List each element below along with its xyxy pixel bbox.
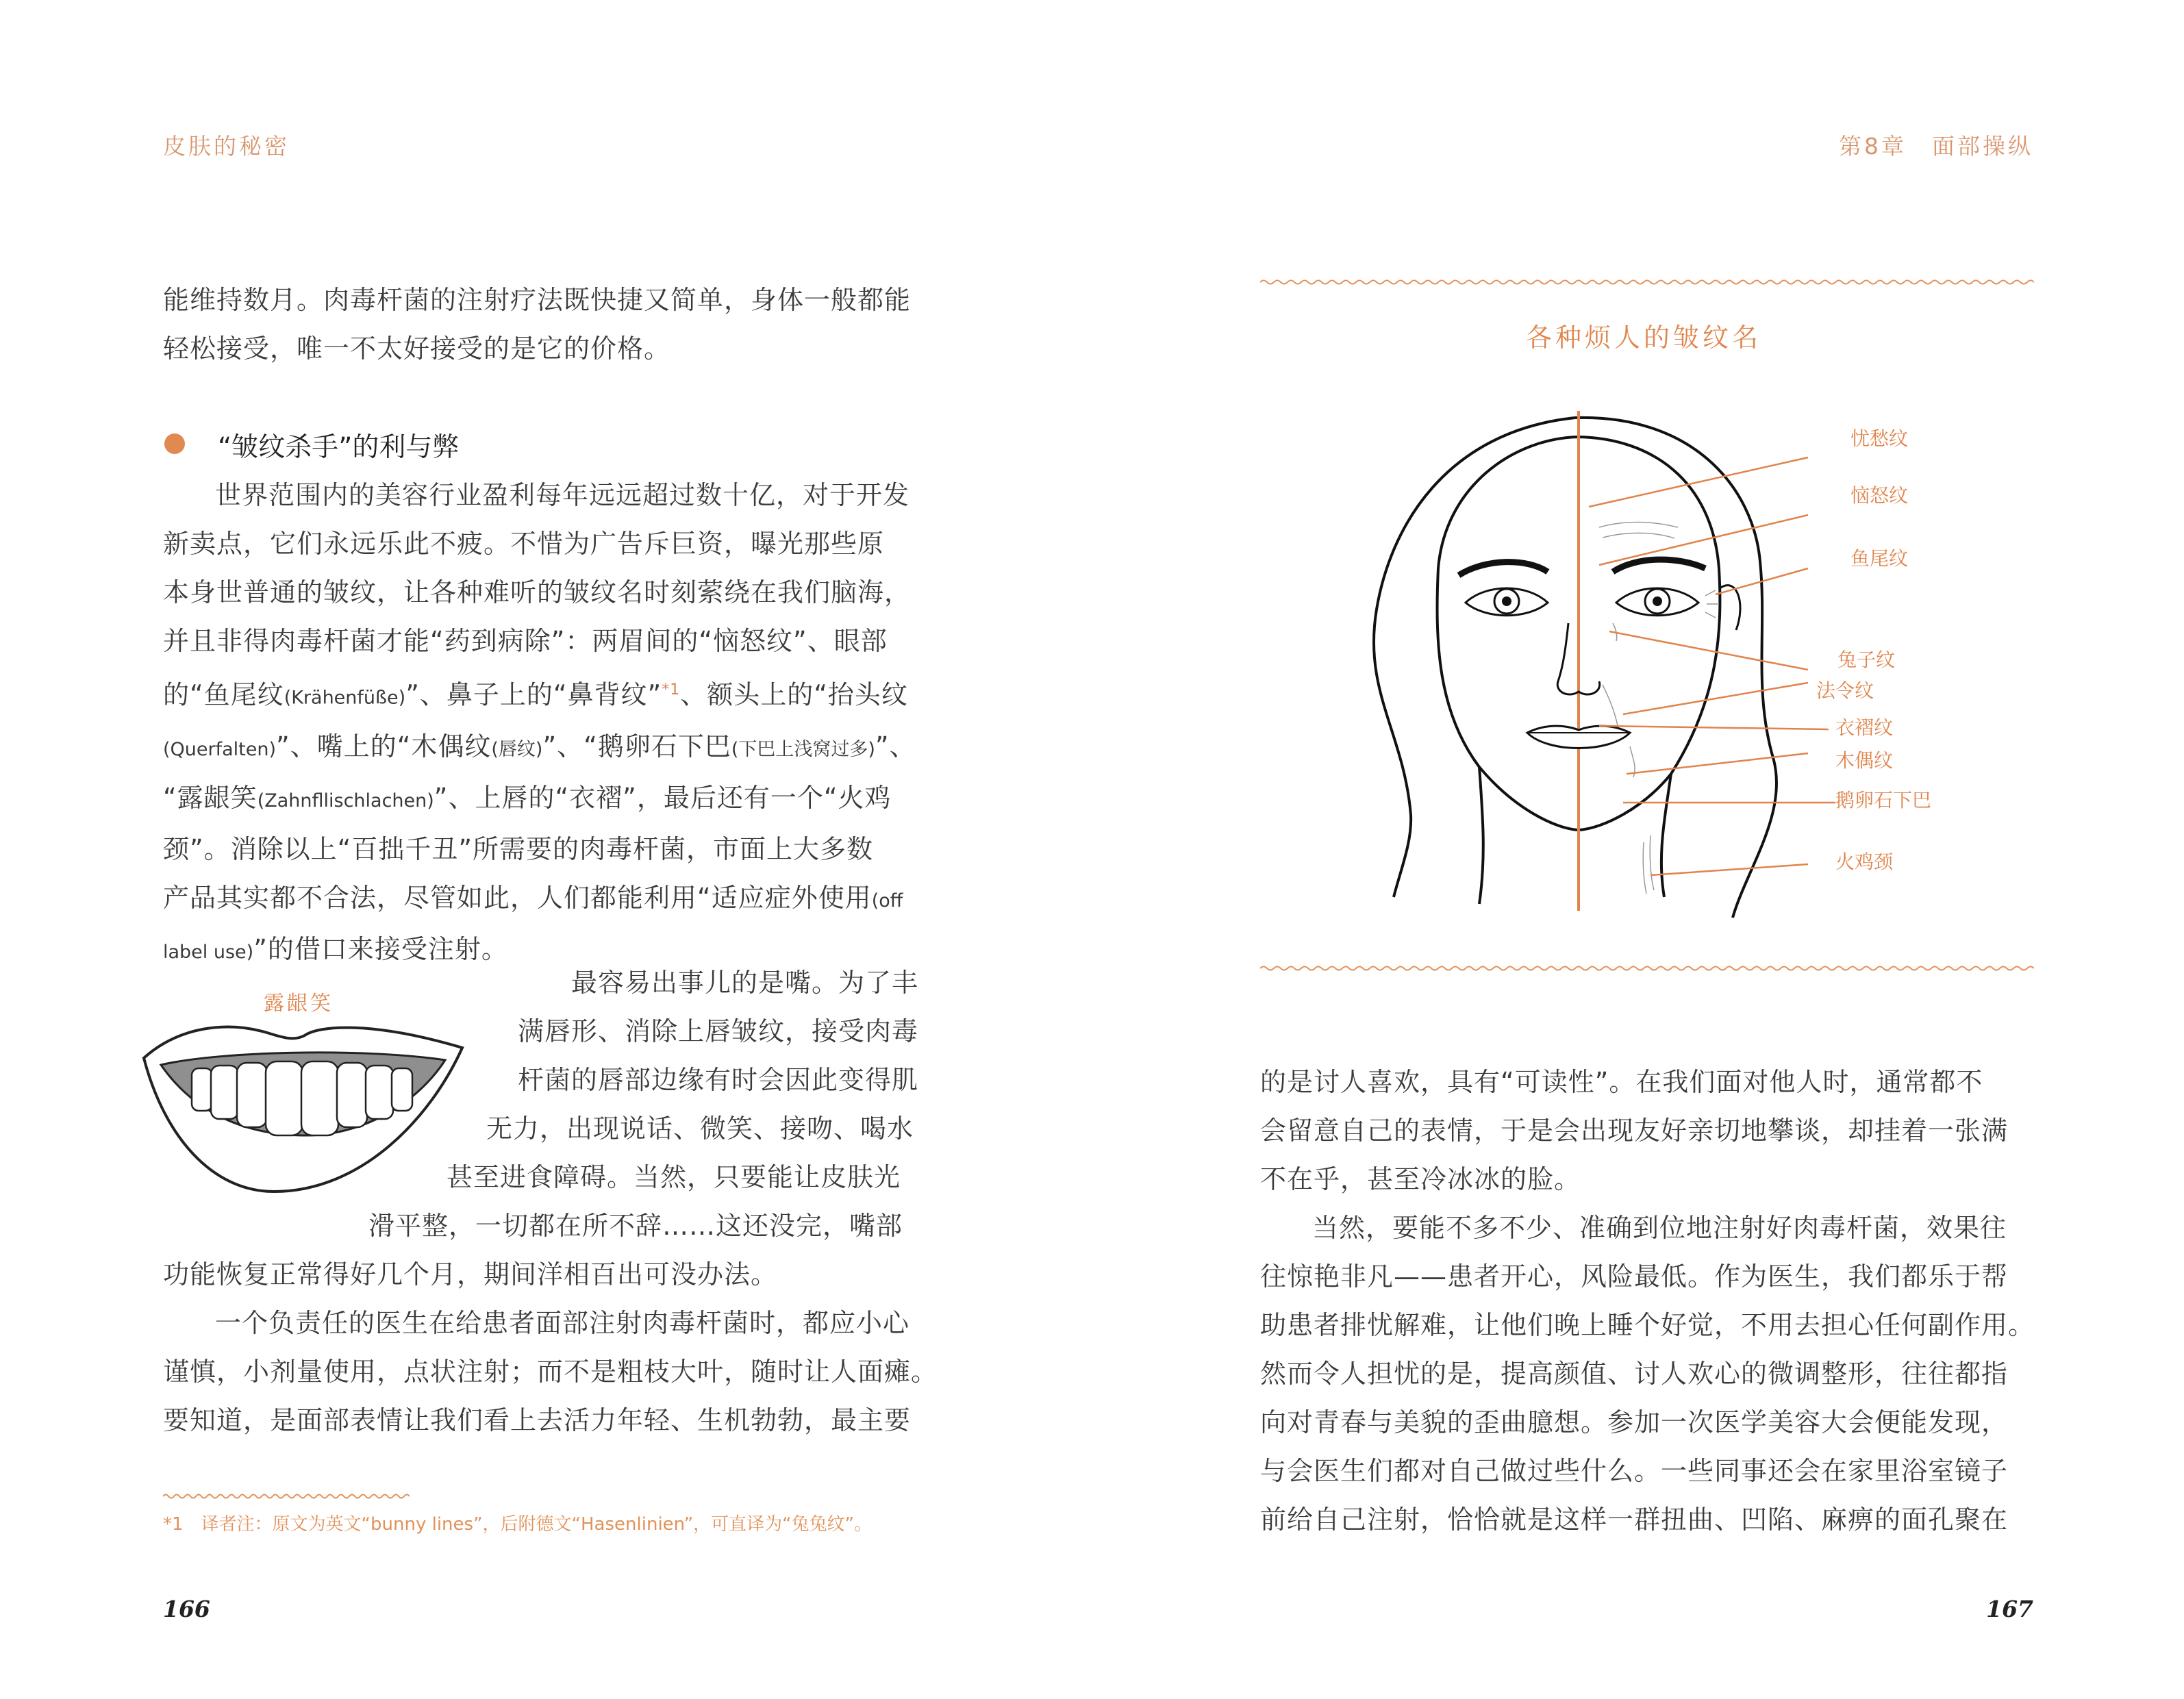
- text-run: (唇纹): [491, 738, 543, 760]
- text-line: 与会医生们都对自己做过些什么。一些同事还会在家里浴室镜子: [1260, 1456, 2009, 1486]
- text-line: 要知道，是面部表情让我们看上去活力年轻、生机勃勃，最主要: [163, 1405, 912, 1435]
- text-line: 功能恢复正常得好几个月，期间洋相百出可没办法。: [163, 1259, 778, 1289]
- right-para-2: [1260, 1204, 2041, 1544]
- text-line: 会留意自己的表情，于是会出现友好亲切地攀谈，却挂着一张满: [1260, 1116, 2009, 1146]
- text-line: 当然，要能不多不少、准确到位地注射好肉毒杆菌，效果往: [1312, 1213, 2007, 1243]
- page-number-left: 166: [163, 1596, 210, 1622]
- face-wrinkle-diagram: [1363, 404, 1979, 924]
- figure-rule-top: [1260, 279, 2034, 286]
- page-number-right: 167: [1986, 1596, 2033, 1622]
- text-line: 甚至进食障碍。当然，只要能让皮肤光: [447, 1162, 901, 1192]
- text-line: [163, 774, 944, 825]
- text-line: 颈”。消除以上“百拙千丑”所需要的肉毒杆菌，市面上大多数: [163, 833, 874, 864]
- text-run: ”、嘴上的“木偶纹: [276, 731, 492, 762]
- text-line: 滑平整，一切都在所不辞……这还没完，嘴部: [368, 1211, 903, 1241]
- label-crows-feet: 鱼尾纹: [1850, 547, 1909, 570]
- text-line: 杆菌的唇部边缘有时会因此变得肌: [518, 1065, 919, 1095]
- running-head-left: 皮肤的秘密: [163, 133, 290, 160]
- text-line: 世界范围内的美容行业盈利每年远远超过数十亿，对于开发: [215, 480, 910, 510]
- label-turkey-neck: 火鸡颈: [1835, 851, 1894, 873]
- bullet-dot-icon: [164, 433, 185, 454]
- text-line: 不在乎，甚至冷冰冰的脸。: [1260, 1164, 1581, 1194]
- text-run: 、额头上的“抬头纹: [680, 679, 908, 710]
- footnote-ref[interactable]: *1: [662, 681, 681, 699]
- left-para-3: [163, 1299, 944, 1445]
- text-run: (off: [871, 890, 903, 911]
- right-para-1: [1260, 1058, 2041, 1204]
- label-bunny-lines: 兔子纹: [1837, 649, 1896, 671]
- left-intro: [163, 276, 944, 373]
- text-line: 然而令人担忧的是，提高颜值、讨人欢心的微调整形，往往都指: [1260, 1359, 2009, 1389]
- text-line: 最容易出事儿的是嘴。为了丰: [571, 968, 919, 998]
- text-line: 本身世普通的皱纹，让各种难听的皱纹名时刻萦绕在我们脑海，: [163, 577, 912, 607]
- text-run: ”、鼻子上的“鼻背纹”: [405, 679, 662, 710]
- footnote: *1 译者注：原文为英文“bunny lines”，后附德文“Hasenlinien”，可直译为“兔兔纹”。: [163, 1514, 873, 1535]
- section-title: “皱纹杀手”的利与弊: [218, 432, 460, 463]
- text-line: 轻松接受，唯一不太好接受的是它的价格。: [163, 333, 671, 364]
- text-line: [163, 874, 944, 925]
- figure-rule-bottom: [1260, 965, 2034, 972]
- text-run: label use): [163, 941, 254, 963]
- smile-label: 露龈笑: [264, 992, 334, 1016]
- text-run: (Zahnfllischlachen): [257, 790, 434, 811]
- text-run: 的“鱼尾纹: [163, 679, 284, 710]
- text-line: 无力，出现说话、微笑、接吻、喝水: [486, 1113, 914, 1144]
- label-frown-lines: 恼怒纹: [1850, 484, 1909, 507]
- text-line: 前给自己注射，恰恰就是这样一群扭曲、凹陷、麻痹的面孔聚在: [1260, 1505, 2009, 1535]
- text-line: 新卖点，它们永远乐此不疲。不惜为广告斥巨资，曝光那些原: [163, 529, 885, 559]
- text-run: “露龈笑: [163, 782, 258, 813]
- text-run: ”的借口来接受注射。: [253, 933, 508, 964]
- text-line: 往惊艳非凡——患者开心，风险最低。作为医生，我们都乐于帮: [1260, 1261, 2009, 1292]
- text-line: 能维持数月。肉毒杆菌的注射疗法既快捷又简单，身体一般都能: [163, 285, 912, 315]
- text-run: 产品其实都不合法，尽管如此，人们都能利用“适应症外使用: [163, 882, 872, 913]
- left-para-1: [163, 471, 944, 977]
- text-line: [163, 722, 944, 774]
- text-line: 谨慎，小剂量使用，点状注射；而不是粗枝大叶，随时让人面瘫。: [163, 1357, 938, 1387]
- text-run: ”、“鹅卵石下巴: [542, 731, 731, 762]
- text-line: 向对青春与美貌的歪曲臆想。参加一次医学美容大会便能发现，: [1260, 1407, 2009, 1437]
- running-head-right: 第8章 面部操纵: [1839, 133, 2033, 160]
- label-marionette-lines: 木偶纹: [1835, 749, 1894, 772]
- label-smokers-lines: 衣褶纹: [1835, 716, 1894, 739]
- label-pebble-chin: 鹅卵石下巴: [1835, 789, 1932, 811]
- footnote-rule: [163, 1493, 410, 1500]
- text-line: 助患者排忧解难，让他们晚上睡个好觉，不用去担心任何副作用。: [1260, 1310, 2035, 1340]
- label-worry-lines: 忧愁纹: [1850, 427, 1909, 450]
- text-run: ”、上唇的“衣褶”，最后还有一个“火鸡: [434, 782, 892, 813]
- figure-title: 各种烦人的皱纹名: [1526, 323, 1762, 353]
- text-line: 满唇形、消除上唇皱纹，接受肉毒: [518, 1016, 919, 1046]
- label-nasolabial-folds: 法令纹: [1816, 679, 1874, 702]
- text-run: (Querfalten): [163, 738, 277, 760]
- text-run: (Krähenfüße): [284, 687, 406, 709]
- text-line: 并且非得肉毒杆菌才能“药到病除”：两眉间的“恼怒纹”、眼部: [163, 626, 888, 656]
- left-para-2: [163, 959, 944, 1299]
- text-line: 的是讨人喜欢，具有“可读性”。在我们面对他人时，通常都不: [1260, 1067, 1983, 1097]
- text-line: 一个负责任的医生在给患者面部注射肉毒杆菌时，都应小心: [215, 1308, 910, 1338]
- text-run: (下巴上浅窝过多): [731, 738, 875, 760]
- text-run: ”、: [875, 731, 916, 762]
- text-line: [163, 666, 944, 722]
